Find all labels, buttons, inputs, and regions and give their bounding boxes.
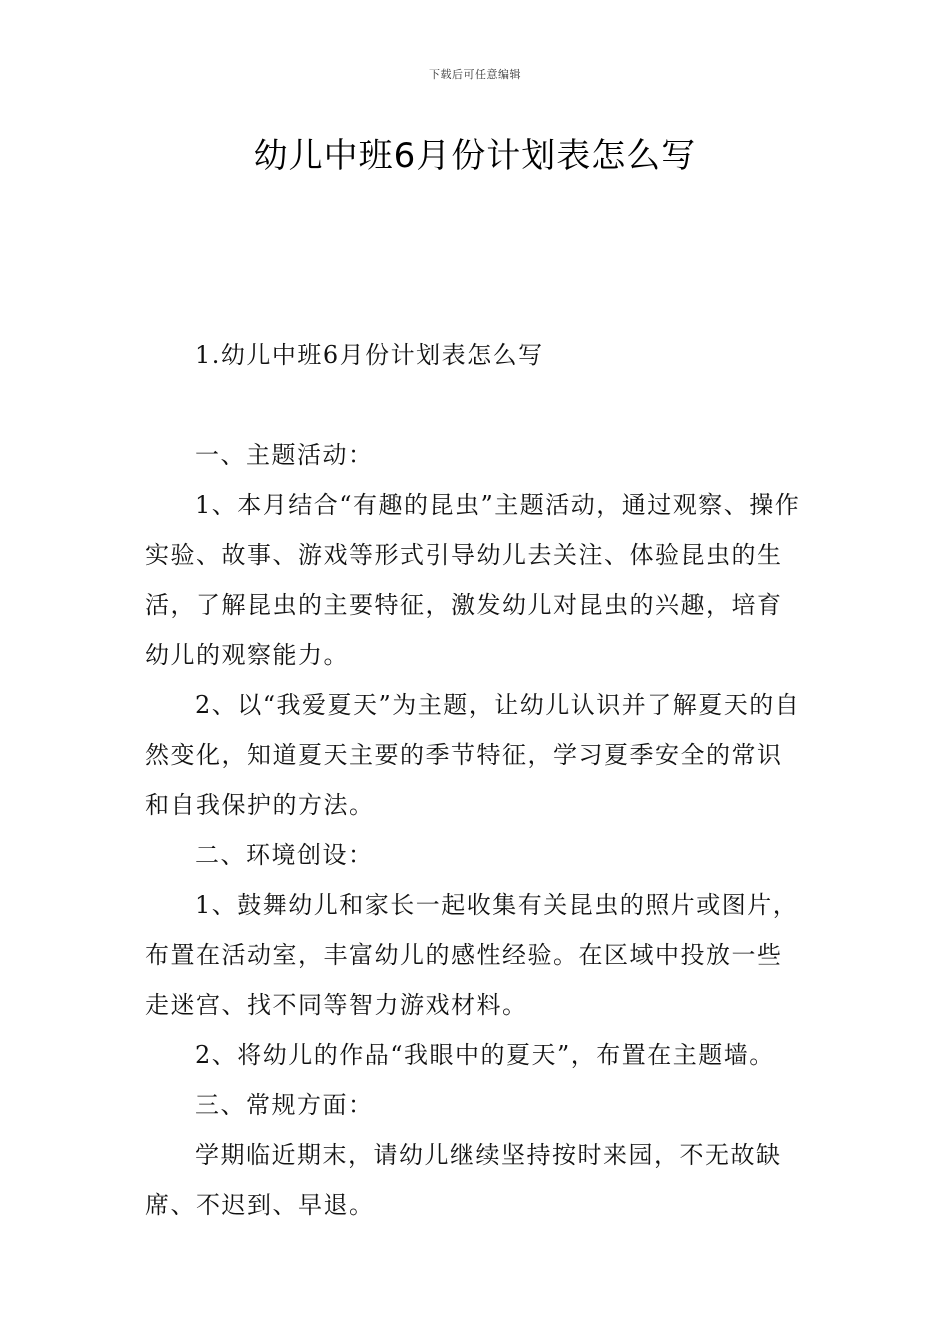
section-heading-themes: 一、主题活动： xyxy=(195,441,374,469)
section-heading-environment: 二、环境创设： xyxy=(195,841,374,869)
paragraph-theme-wall: 2、将幼儿的作品“我眼中的夏天”，布置在主题墙。 xyxy=(195,1041,775,1069)
paragraph-insects-theme: 1、本月结合“有趣的昆虫”主题活动，通过观察、操作实验、故事、游戏等形式引导幼儿去关注、体验昆虫的生活，了解昆虫的主要特征，激发幼儿对昆虫的兴趣，培育幼儿的观察能力。 xyxy=(145,491,801,669)
document-body xyxy=(145,330,807,1230)
paragraph-summer-theme: 2、以“我爱夏天”为主题，让幼儿认识并了解夏天的自然变化，知道夏天主要的季节特征，学习夏季安全的常识和自我保护的方法。 xyxy=(145,691,801,819)
paragraph-attendance: 学期临近期末，请幼儿继续坚持按时来园，不无故缺席、不迟到、早退。 xyxy=(145,1141,782,1219)
header-note: 下载后可任意编辑 xyxy=(429,68,521,81)
page-title: 幼儿中班6月份计划表怎么写 xyxy=(253,136,697,176)
section-heading-routine: 三、常规方面： xyxy=(195,1091,374,1119)
document-subtitle: 1.幼儿中班6月份计划表怎么写 xyxy=(195,341,544,369)
paragraph-collect-photos: 1、鼓舞幼儿和家长一起收集有关昆虫的照片或图片，布置在活动室，丰富幼儿的感性经验。在区域中投放一些走迷宫、找不同等智力游戏材料。 xyxy=(145,891,799,1019)
